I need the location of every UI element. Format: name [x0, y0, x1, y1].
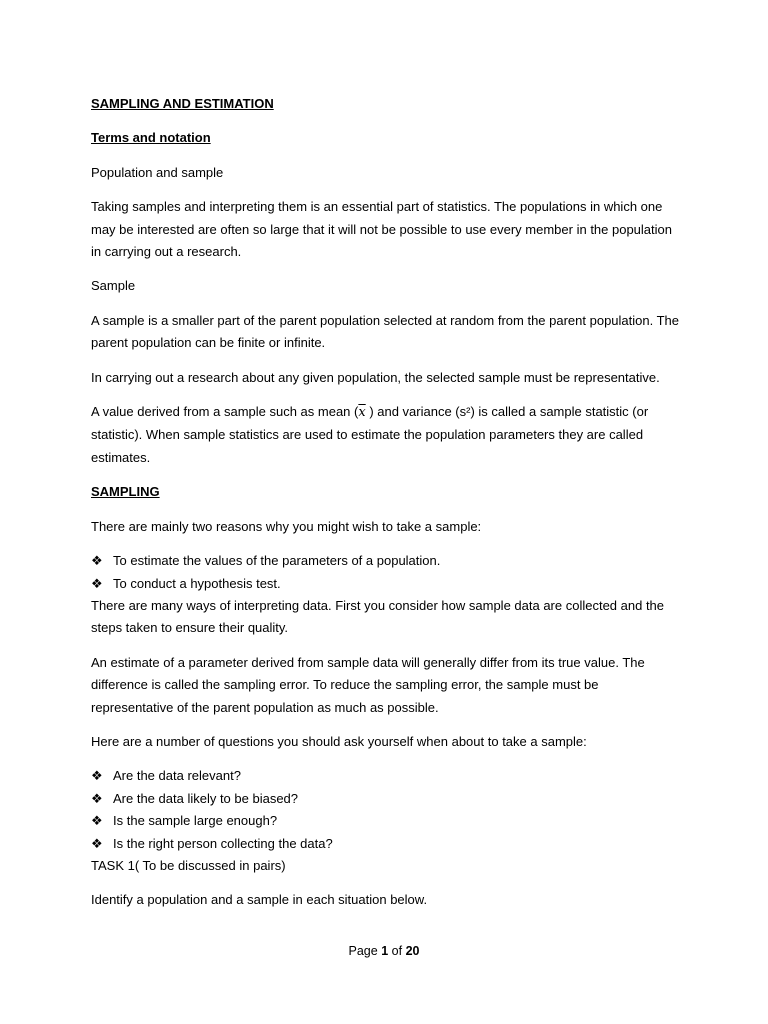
- questions-intro: Here are a number of questions you should ask yourself when about to take a sample:: [91, 733, 587, 749]
- questions-list: [91, 765, 684, 855]
- list-item: [91, 788, 684, 810]
- subtitle: Terms and notation: [91, 130, 211, 146]
- sampling-error-paragraph: An estimate of a parameter derived from sample data will generally differ from its true value. The difference is called the sampling error. To reduce the sampling error, the sample must be representative of the parent population as much as possible.: [91, 654, 645, 715]
- page-footer: [0, 941, 768, 961]
- list-item-text: Is the sample large enough?: [113, 813, 278, 829]
- list-item-text: To estimate the values of the parameters of a population.: [113, 553, 441, 569]
- diamond-bullet-icon: ❖: [91, 790, 103, 806]
- reasons-intro: There are mainly two reasons why you might wish to take a sample:: [91, 518, 482, 534]
- population-heading: Population and sample: [91, 164, 224, 180]
- statistic-text-part1: A value derived from a sample such as mean (: [91, 404, 359, 420]
- list-item-text: Is the right person collecting the data?: [113, 835, 333, 851]
- footer-of-word: of: [391, 944, 403, 958]
- list-item: [91, 550, 684, 572]
- representative-paragraph: In carrying out a research about any given population, the selected sample must be representative.: [91, 369, 660, 385]
- intro-paragraph: Taking samples and interpreting them is an essential part of statistics. The populations in which one may be interested are often so large that it will not be possible to use every member in the population in carrying out a research.: [91, 199, 672, 260]
- mean-symbol: $\overline{x}$: [358, 405, 366, 421]
- list-item: [91, 833, 684, 855]
- reasons-list: [91, 550, 684, 595]
- footer-page-word: Page: [348, 944, 378, 958]
- task-label: TASK 1( To be discussed in pairs): [91, 857, 286, 873]
- list-item-text: Are the data likely to be biased?: [113, 790, 299, 806]
- diamond-bullet-icon: ❖: [91, 768, 103, 784]
- diamond-bullet-icon: ❖: [91, 835, 103, 851]
- statistic-paragraph: [91, 401, 684, 469]
- identify-paragraph: Identify a population and a sample in each situation below.: [91, 892, 428, 908]
- footer-total-pages: 20: [405, 944, 420, 958]
- list-item-text: Are the data relevant?: [113, 768, 241, 784]
- sample-heading: Sample: [91, 278, 136, 294]
- interpreting-paragraph: There are many ways of interpreting data. First you consider how sample data are collected and the steps taken to ensure their quality.: [91, 597, 665, 636]
- footer-page-number: 1: [381, 944, 389, 958]
- list-item: [91, 810, 684, 832]
- main-title: SAMPLING AND ESTIMATION: [91, 96, 274, 111]
- list-item-text: To conduct a hypothesis test.: [113, 575, 281, 591]
- list-item: [91, 573, 684, 595]
- sampling-heading: SAMPLING: [91, 484, 160, 500]
- list-item: [91, 765, 684, 787]
- statistic-text-part2: ) and variance (s²) is called a sample statistic (or statistic). When sample statistics are used to estimate the population parameters they are called estimates.: [91, 404, 649, 465]
- sample-paragraph: A sample is a smaller part of the parent population selected at random from the parent population. The parent population can be finite or infinite.: [91, 312, 679, 351]
- diamond-bullet-icon: ❖: [91, 553, 103, 569]
- diamond-bullet-icon: ❖: [91, 575, 103, 591]
- diamond-bullet-icon: ❖: [91, 813, 103, 829]
